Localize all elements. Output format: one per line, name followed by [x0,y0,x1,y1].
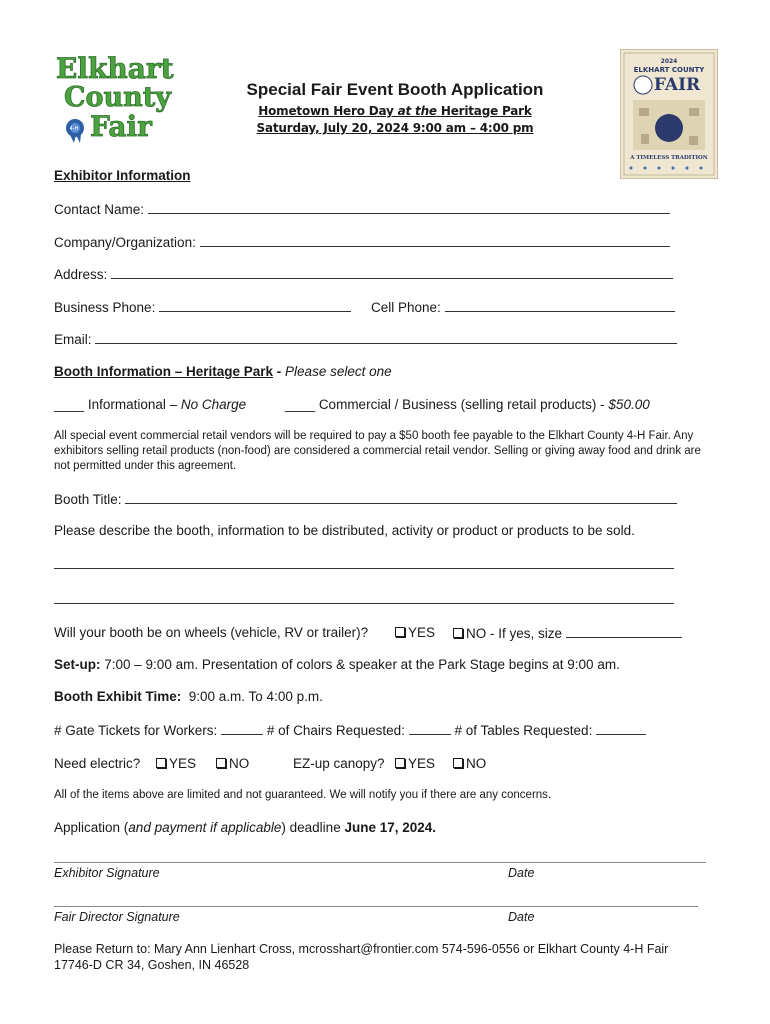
booth-title-row [54,491,677,507]
setup-label: Set-up: [54,657,101,672]
electric-no-checkbox[interactable] [216,758,226,768]
logo-word-2: County [64,82,171,113]
cell-phone-label: Cell Phone: [371,300,441,315]
commercial-price: $50.00 [608,397,650,412]
limited-items-notice: All of the items above are limited and not guaranteed. We will notify you if there are any concerns. [54,789,552,801]
electric-yes-option[interactable] [156,756,196,771]
logo-word-1: Elkhart [56,52,174,85]
describe-line-1[interactable] [54,556,674,572]
company-label: Company/Organization: [54,235,196,250]
logo-4h: 4-H [69,126,79,132]
booth-title-label: Booth Title: [54,492,122,507]
business-phone-label: Business Phone: [54,300,156,315]
company-row [54,234,670,250]
exhibit-time-label: Booth Exhibit Time: [54,689,182,704]
logo-word-3: Fair [90,110,152,143]
wheels-yes-checkbox[interactable] [395,627,405,637]
poster-badge-icon [634,76,652,94]
booth-select-note: Please select one [285,364,392,379]
email-label: Email: [54,332,92,347]
exhibitor-signature-line[interactable] [54,862,706,863]
ezup-no-option[interactable] [453,756,486,771]
address-label: Address: [54,267,108,282]
wheels-yes-option[interactable] [395,625,435,640]
wheels-no-option[interactable] [453,625,682,641]
describe-line-2[interactable] [54,591,674,607]
deadline-row: Application (and payment if applicable) deadline June 17, 2024. [54,820,437,835]
booth-section-heading: Booth Information – Heritage Park [54,364,274,379]
wheels-question: Will your booth be on wheels (vehicle, RV or trailer)? [54,625,369,640]
business-phone-field[interactable] [159,299,351,312]
describe-booth-label: Please describe the booth, information to be distributed, activity or product or products to be sold. [54,523,635,538]
director-signature-label: Fair Director Signature [54,910,180,924]
exhibitor-date-label: Date [508,866,535,880]
director-date-label: Date [508,910,535,924]
electric-label: Need electric? [54,756,141,771]
exhibitor-section-heading: Exhibitor Information [54,168,191,183]
gate-tickets-label: # Gate Tickets for Workers: [54,723,218,738]
poster-tagline: A TIMELESS TRADITION [630,155,708,161]
tables-label: # of Tables Requested: [454,723,593,738]
informational-label: Informational – [87,397,178,412]
deadline-date: June 17, 2024. [344,820,437,835]
informational-blank[interactable]: ____ [54,397,85,412]
ezup-no-label: NO [466,756,487,771]
wheels-no-checkbox[interactable] [453,628,463,638]
electric-yes-checkbox[interactable] [156,758,166,768]
electric-no-label: NO [229,756,250,771]
ezup-yes-checkbox[interactable] [395,758,405,768]
wheels-yes-label: YES [408,625,436,640]
event-date: Saturday, July 20, 2024 9:00 am – 4:00 pm [256,121,534,135]
ezup-yes-label: YES [408,756,436,771]
exhibit-time-row [54,689,323,704]
business-phone-row [54,299,351,315]
poster-figure-icon [655,114,683,142]
email-row [54,331,677,347]
gate-tickets-row [54,722,646,738]
chairs-label: # of Chairs Requested: [266,723,405,738]
electric-no-option[interactable] [216,756,249,771]
deadline-note: and payment if applicable [128,820,282,835]
ezup-label: EZ-up canopy? [293,756,385,771]
event-subtitle: Hometown Hero Day at the Heritage Park [258,104,532,118]
return-address-line-1: Please Return to: Mary Ann Lienhart Cross, mcrosshart@frontier.com 574-596-0556 or Elkhart County 4-H Fair [54,942,669,956]
commercial-option[interactable] [285,397,650,412]
poster-fair: FAIR [653,75,701,95]
wheels-no-label: NO - If yes, size [466,626,563,641]
contact-name-field[interactable] [148,201,670,214]
exhibit-time-text: 9:00 a.m. To 4:00 p.m. [188,689,323,704]
address-row [54,266,673,282]
setup-text: 7:00 – 9:00 am. Presentation of colors & speaker at the Park Stage begins at 9:00 am. [104,657,620,672]
setup-row [54,657,620,672]
ezup-no-checkbox[interactable] [453,758,463,768]
electric-yes-label: YES [169,756,197,771]
email-field[interactable] [95,331,677,344]
gate-tickets-field[interactable] [221,722,263,735]
tables-field[interactable] [596,722,646,735]
company-field[interactable] [200,234,670,247]
commercial-fee-notice: All special event commercial retail vendors will be required to pay a $50 booth fee payable to the Elkhart County 4-H Fair. Any exhibitors selling retail products (non-food) are considered a commercial retail vendor. Selling or giving away food and drink are not permitted under this agreement. [54,430,701,472]
booth-title-field[interactable] [125,491,677,504]
chairs-field[interactable] [409,722,451,735]
commercial-label: Commercial / Business (selling retail products) - [318,397,605,412]
fair-poster-image [620,49,718,179]
director-signature-line[interactable] [54,906,698,907]
page-title: Special Fair Event Booth Application [246,80,544,99]
contact-name-label: Contact Name: [54,202,145,217]
poster-year: 2024 [660,58,678,65]
ezup-yes-option[interactable] [395,756,435,771]
exhibitor-signature-label: Exhibitor Signature [54,866,160,880]
booth-section-heading-row: Booth Information – Heritage Park - Please select one [54,364,392,379]
wheels-size-field[interactable] [566,625,682,638]
informational-note: No Charge [180,397,247,412]
return-address-line-2: 17746-D CR 34, Goshen, IN 46528 [54,958,250,972]
poster-county: ELKHART COUNTY [633,66,705,74]
cell-phone-field[interactable] [445,299,675,312]
cell-phone-row [371,299,675,315]
informational-option[interactable] [54,397,246,412]
address-field[interactable] [111,266,673,279]
contact-name-row [54,201,670,217]
commercial-blank[interactable]: ____ [285,397,316,412]
